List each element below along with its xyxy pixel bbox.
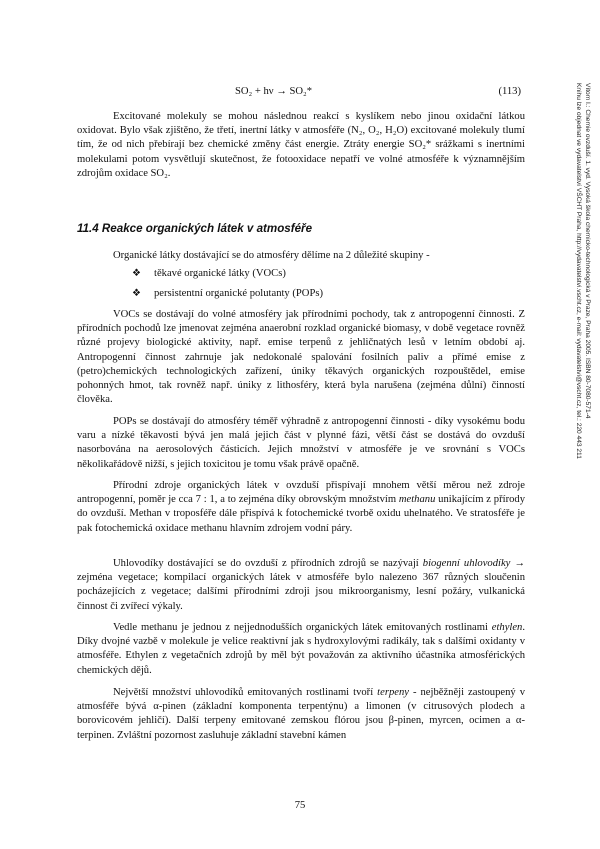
equation-113 — [77, 86, 525, 102]
paragraph-text: Vedle methanu je jednou z nejjednodušších organických látek emitovaných rostlinami ethylen. Díky dvojné vazbě v molekule je velice reaktivní jak s hydroxylovými radikály, tak s dalšími oxidanty v atmosféře. Ethylen z vegetačních zdrojů by měl být považován za aktivního účastníka atmosférických chemických dějů. — [77, 622, 525, 676]
diamond-bullet-icon: ❖ — [132, 288, 141, 299]
paragraph-natural-sources — [77, 479, 525, 536]
section-heading: 11.4 Reakce organických látek v atmosféře — [77, 222, 313, 235]
paragraph-groups-intro — [77, 249, 525, 263]
paragraph-text: Uhlovodíky dostávající se do ovzduší z přírodních zdrojů se nazývají biogenní uhlovodíky → zejména vegetace; kompilací organických látek v atmosféře bylo nalezeno 367 různých sloučenin pocházejících z vegetace; dalšími přírodními zdroji jsou mikroorganismy, lesní požáry, vulkanická činnost či zvířecí výkaly. — [77, 558, 526, 612]
list-item-text: persistentní organické polutanty (POPs) — [154, 288, 323, 299]
paragraph-biogenic-hydrocarbons — [77, 557, 525, 614]
paragraph-terpenes — [77, 686, 525, 743]
paragraph-text: POPs se dostávají do atmosféry téměř výhradně z antropogenní činnosti - díky vysokému bodu varu a nízké těkavosti bývá jen malá jejich část v plynné fázi, větší část se dostává do ovzduší nasorbována na aerosolových částicích. Jejich množství v atmosféře je ve srovnání s VOCs několikařádově nižší, s jejich toxicitou je tomu však právě opačně. — [77, 416, 525, 470]
paragraph-text: Organické látky dostávající se do atmosféry dělíme na 2 důležité skupiny - — [113, 250, 430, 261]
paragraph-text: Největší množství uhlovodíků emitovaných rostlinami tvoří terpeny - nejběžněji zastoupený v atmosféře bývá α-pinen (základní komponenta terpentýnu) a limonen (v citrusových plodech a borovicovém jehličí). Další terpeny emitované zemskou flórou jsou β-pinen, myrcen, ocimen a α-terpinen. Zvláštní pozornost zasluhuje základní stavební kámen — [77, 687, 526, 741]
paragraph-vocs — [77, 308, 525, 407]
paragraph-text: VOCs se dostávají do volné atmosféry jak přírodními pochody, tak z antropogenní činnosti. Z přírodních pochodů lze jmenovat zejména anaerobní rozklad organické biomasy, v době vegetace rovněž různé projevy biologické aktivity, např. emise terpenů z jehličnatých lesů v letním období aj. Antropogenní činnost zahrnuje jak nedokonalé spalování fosilních paliv a přímé emise z (petro)chemických technologických zařízení, úniky těkavých organických rozpouštědel, emise pohonných hmot, tak rovněž např. úniky z lithosféry, která byla narušena (zejména důlní) činností člověka. — [77, 309, 525, 406]
list-item-text: těkavé organické látky (VOCs) — [154, 268, 286, 279]
side-citation-note — [563, 83, 600, 643]
paragraph-ethylene — [77, 621, 525, 678]
page-number: 75 — [294, 800, 306, 811]
paragraph-excited-molecules — [77, 110, 525, 181]
ordering-line: Knihu lze objednat ve vydavatelství VŠCHT Praha, http://vydavatelstvi.vscht.cz, e-mail: vydavatelstvi@vscht.cz, tel.: 220 443 211 — [575, 83, 583, 459]
diamond-bullet-icon: ❖ — [132, 268, 141, 279]
citation-line: Vítom I.: Chemie ovzduší. 1. vyd. Vysoká škola chemicko-technologická v Praze, Praha 2005. ISBN 80-7080-571-4 — [584, 83, 591, 419]
paragraph-pops — [77, 415, 525, 472]
paragraph-text: Přírodní zdroje organických látek v ovzduší přispívají mnohem větší měrou než zdroje antropogenní, poměr je cca 7 : 1, a to zejména díky obrovským množstvím methanu unikajícím z přírody do ovzduší. Methan v troposféře dále přispívá k fotochemické tvorbě oxidu uhelnatého. Ve stratosféře je pak fotochemická oxidace methanu hlavním zdrojem vodní páry. — [77, 480, 525, 534]
equation-number: (113) — [498, 86, 521, 97]
list-item — [132, 288, 323, 299]
list-item — [132, 268, 286, 279]
equation-formula: SO₂ + hν → SO₂* — [235, 86, 313, 97]
paragraph-text: Excitované molekuly se mohou následnou reakcí s kyslíkem nebo jinou oxidační látkou oxidovat. Bylo však zjištěno, že třetí, inertní látky v atmosféře (N₂, O₂, H₂O) excitované molekuly tlumí tím, že od nich přebírají bez chemické změny část energie. Ztráty energie SO₂* srážkami s inertními molekulami potom vysvětlují skutečnost, že fotooxidace nepatří ve volné atmosféře k významnějším zdrojům oxidace SO₂. — [77, 111, 525, 179]
